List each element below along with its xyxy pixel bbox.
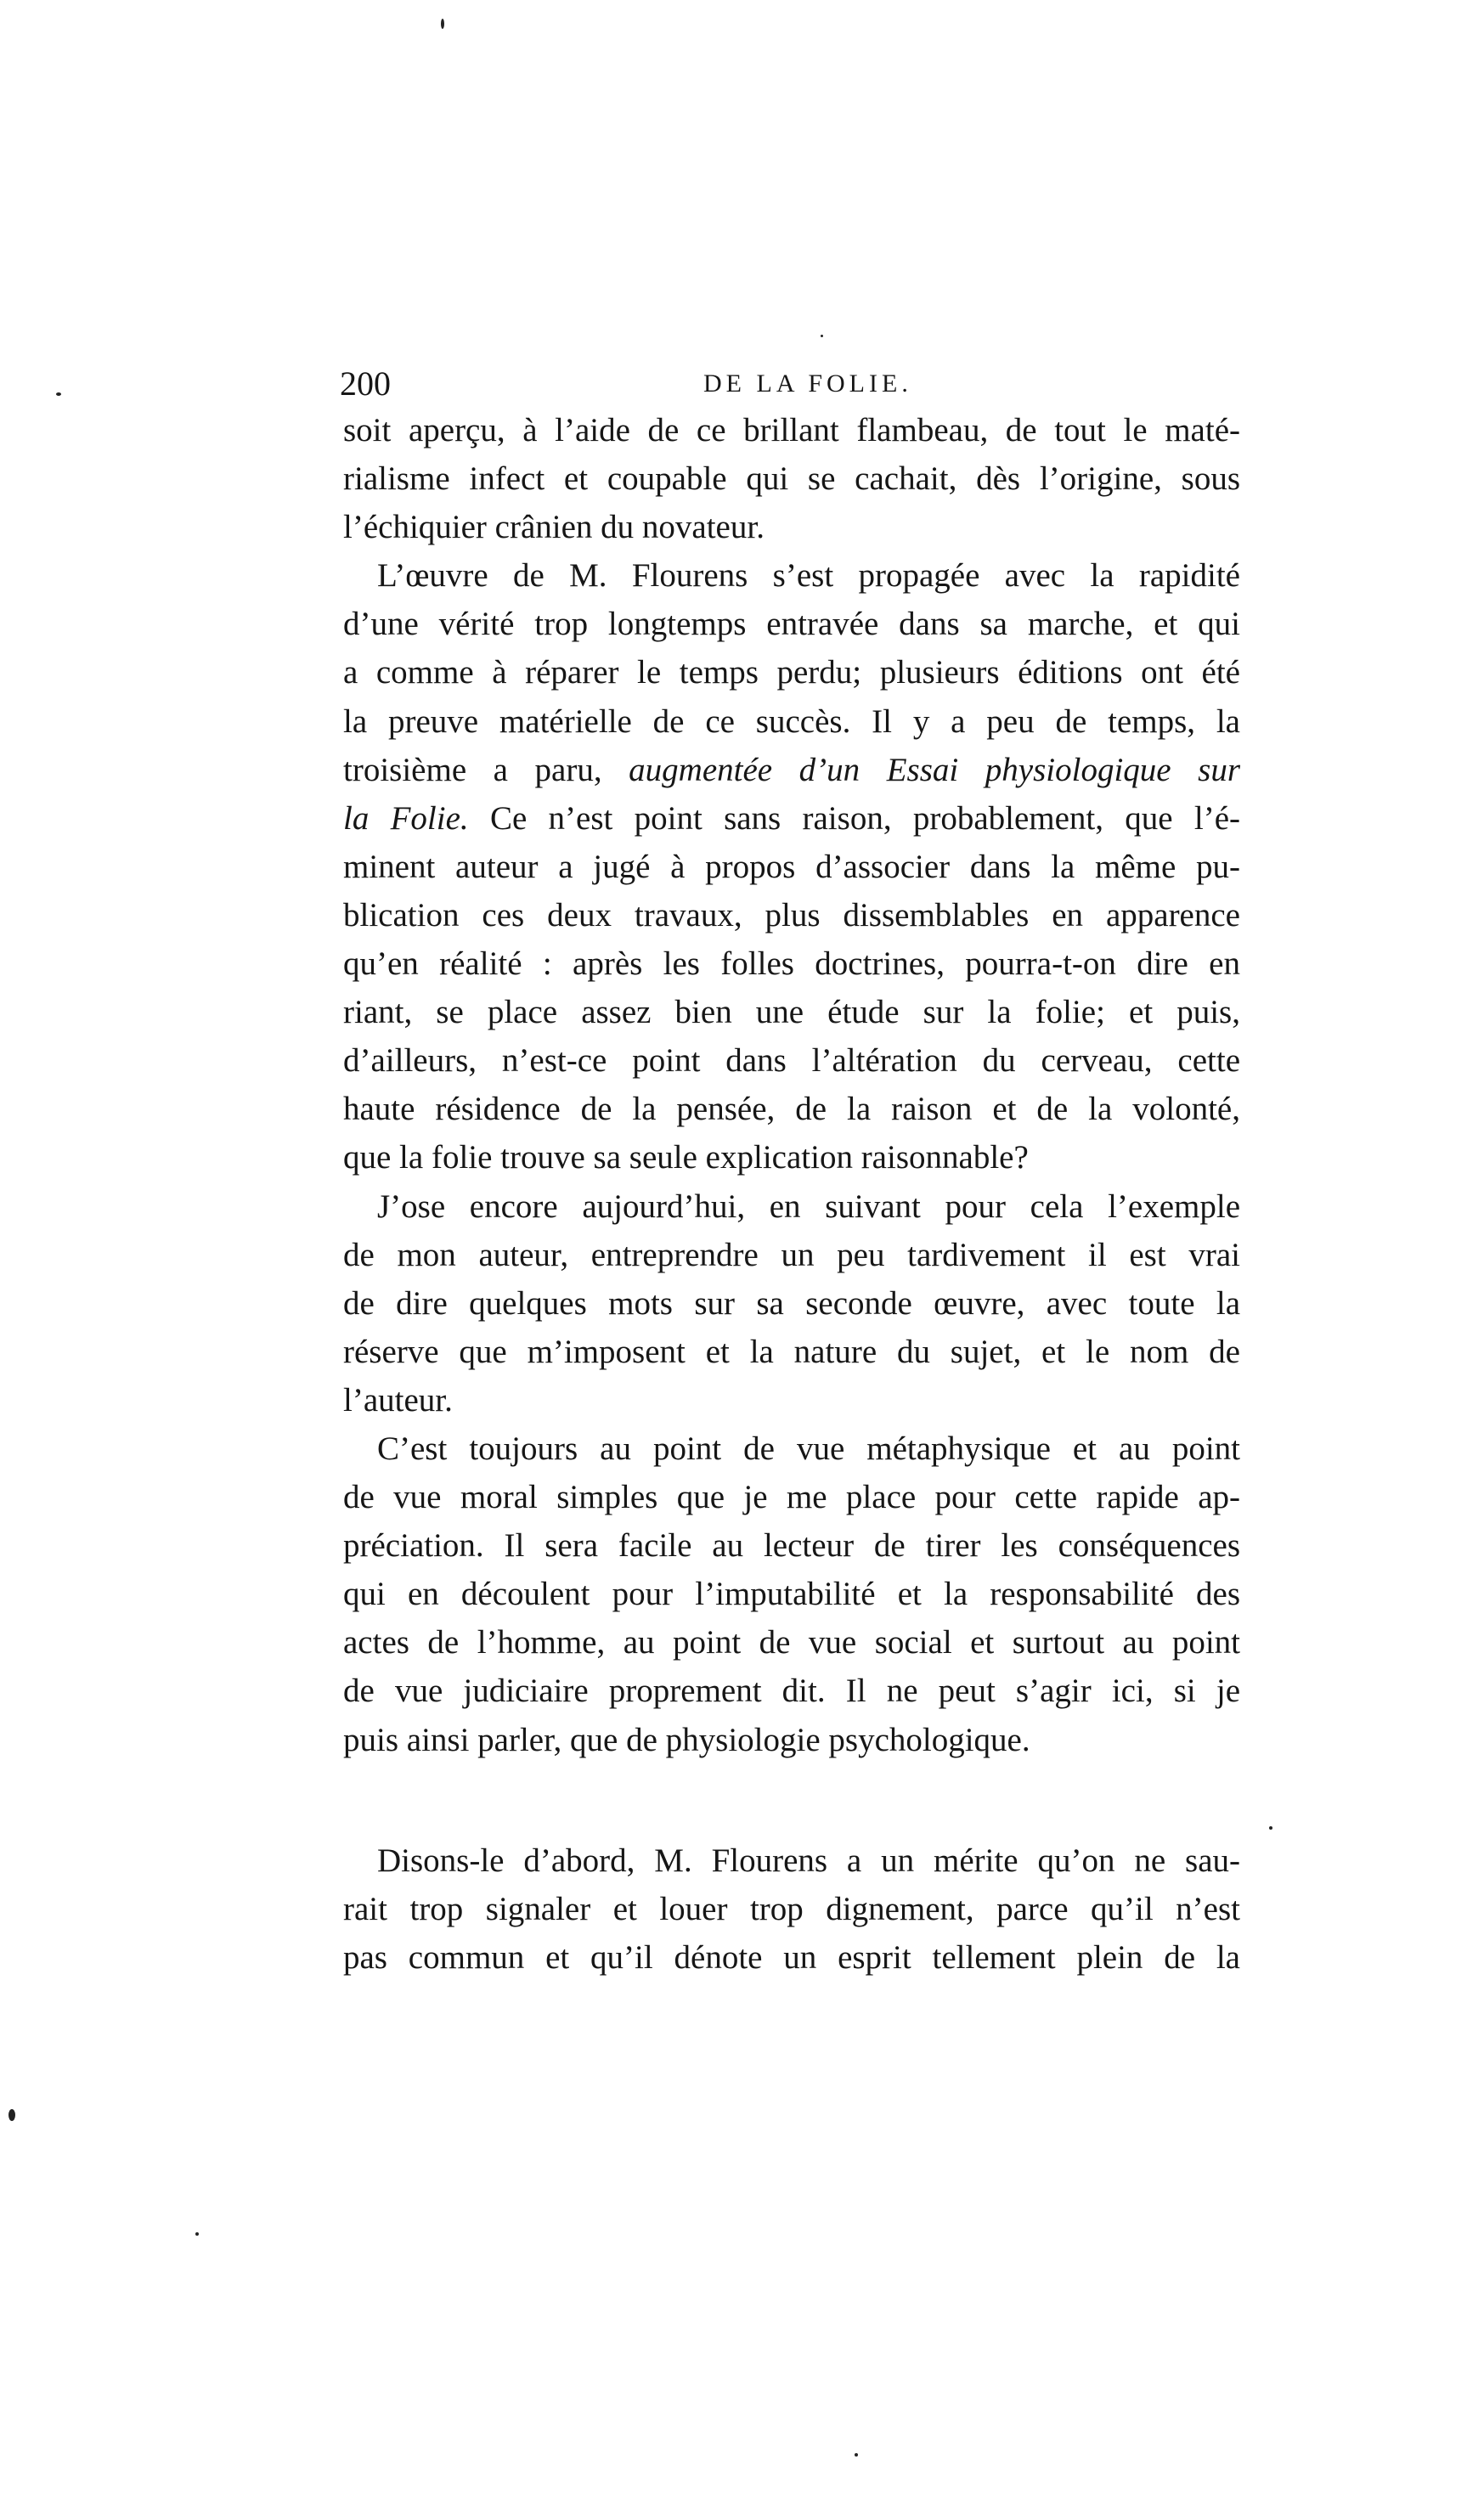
ink-speck (821, 335, 823, 337)
text-line: Disons-le d’abord, M. Flourens a un mérite qu’on ne sau- (377, 1842, 1240, 1879)
text-line: a comme à réparer le temps perdu; plusieurs éditions ont été (343, 654, 1240, 691)
text-line: rialisme infect et coupable qui se cachait, dès l’origine, sous (343, 460, 1240, 498)
text-line: riant, se place assez bien une étude sur la folie; et puis, (343, 994, 1240, 1031)
text-line: préciation. Il sera facile au lecteur de tirer les conséquences (343, 1527, 1240, 1565)
text-line: qui en découlent pour l’imputabilité et la responsabilité des (343, 1576, 1240, 1613)
text-line: blication ces deux travaux, plus dissemblables en apparence (343, 896, 1240, 934)
page-header (340, 358, 1240, 409)
text-line: pas commun et qu’il dénote un esprit tellement plein de la (343, 1939, 1240, 1977)
ink-speck (855, 2453, 858, 2457)
text-line (343, 746, 1240, 794)
text-line: rait trop signaler et louer trop dignement, parce qu’il n’est (343, 1891, 1240, 1928)
ink-speck (8, 2109, 15, 2121)
book-title-italic: la Folie. (343, 799, 469, 837)
text-line: réserve que m’imposent et la nature du sujet, et le nom de (343, 1333, 1240, 1370)
ink-speck (56, 392, 61, 396)
text-line: qu’en réalité : après les folles doctrines, pourra-t-on dire en (343, 945, 1240, 983)
text-line: haute résidence de la pensée, de la raison et de la volonté, (343, 1091, 1240, 1128)
page-number: 200 (340, 364, 391, 403)
text-line: de vue moral simples que je me place pour cette rapide ap- (343, 1479, 1240, 1516)
text-line: d’une vérité trop longtemps entravée dans sa marche, et qui (343, 606, 1240, 643)
text-line: l’échiquier crânien du novateur. (343, 509, 765, 546)
text-line: de mon auteur, entreprendre un peu tardivement il est vrai (343, 1236, 1240, 1273)
text-line: actes de l’homme, au point de vue social et surtout au point (343, 1624, 1240, 1661)
text-line: d’ailleurs, n’est-ce point dans l’altération du cerveau, cette (343, 1042, 1240, 1080)
text-line: de dire quelques mots sur sa seconde œuvre, avec toute la (343, 1284, 1240, 1322)
running-title: DE LA FOLIE. (703, 369, 912, 398)
text-line: minent auteur a jugé à propos d’associer dans la même pu- (343, 848, 1240, 885)
text-line: soit aperçu, à l’aide de ce brillant flambeau, de tout le maté- (343, 412, 1240, 448)
text-line: J’ose encore aujourd’hui, en suivant pour cela l’exemple (377, 1187, 1240, 1225)
text-line-roman: troisième a paru, (343, 751, 629, 788)
ink-speck (195, 2232, 199, 2236)
body-text-block-1 (343, 406, 1240, 1764)
text-line: l’auteur. (343, 1381, 453, 1419)
text-line-roman: Ce n’est point sans raison, probablement, que l’é- (468, 799, 1240, 837)
text-line: puis ainsi parler, que de physiologie psychologique. (343, 1721, 1030, 1758)
ink-speck (1269, 1826, 1272, 1830)
text-line: C’est toujours au point de vue métaphysique et au point (377, 1430, 1240, 1467)
text-line: que la folie trouve sa seule explication raisonnable? (343, 1139, 1029, 1176)
ink-speck (441, 19, 444, 29)
text-line: L’œuvre de M. Flourens s’est propagée avec la rapidité (377, 557, 1240, 595)
book-title-italic: augmentée d’un Essai physiologique sur (629, 751, 1240, 788)
body-text-block-2 (343, 1836, 1240, 1982)
text-line: la preuve matérielle de ce succès. Il y a peu de temps, la (343, 702, 1240, 740)
text-line (343, 794, 1240, 843)
text-line: de vue judiciaire proprement dit. Il ne peut s’agir ici, si je (343, 1673, 1240, 1710)
